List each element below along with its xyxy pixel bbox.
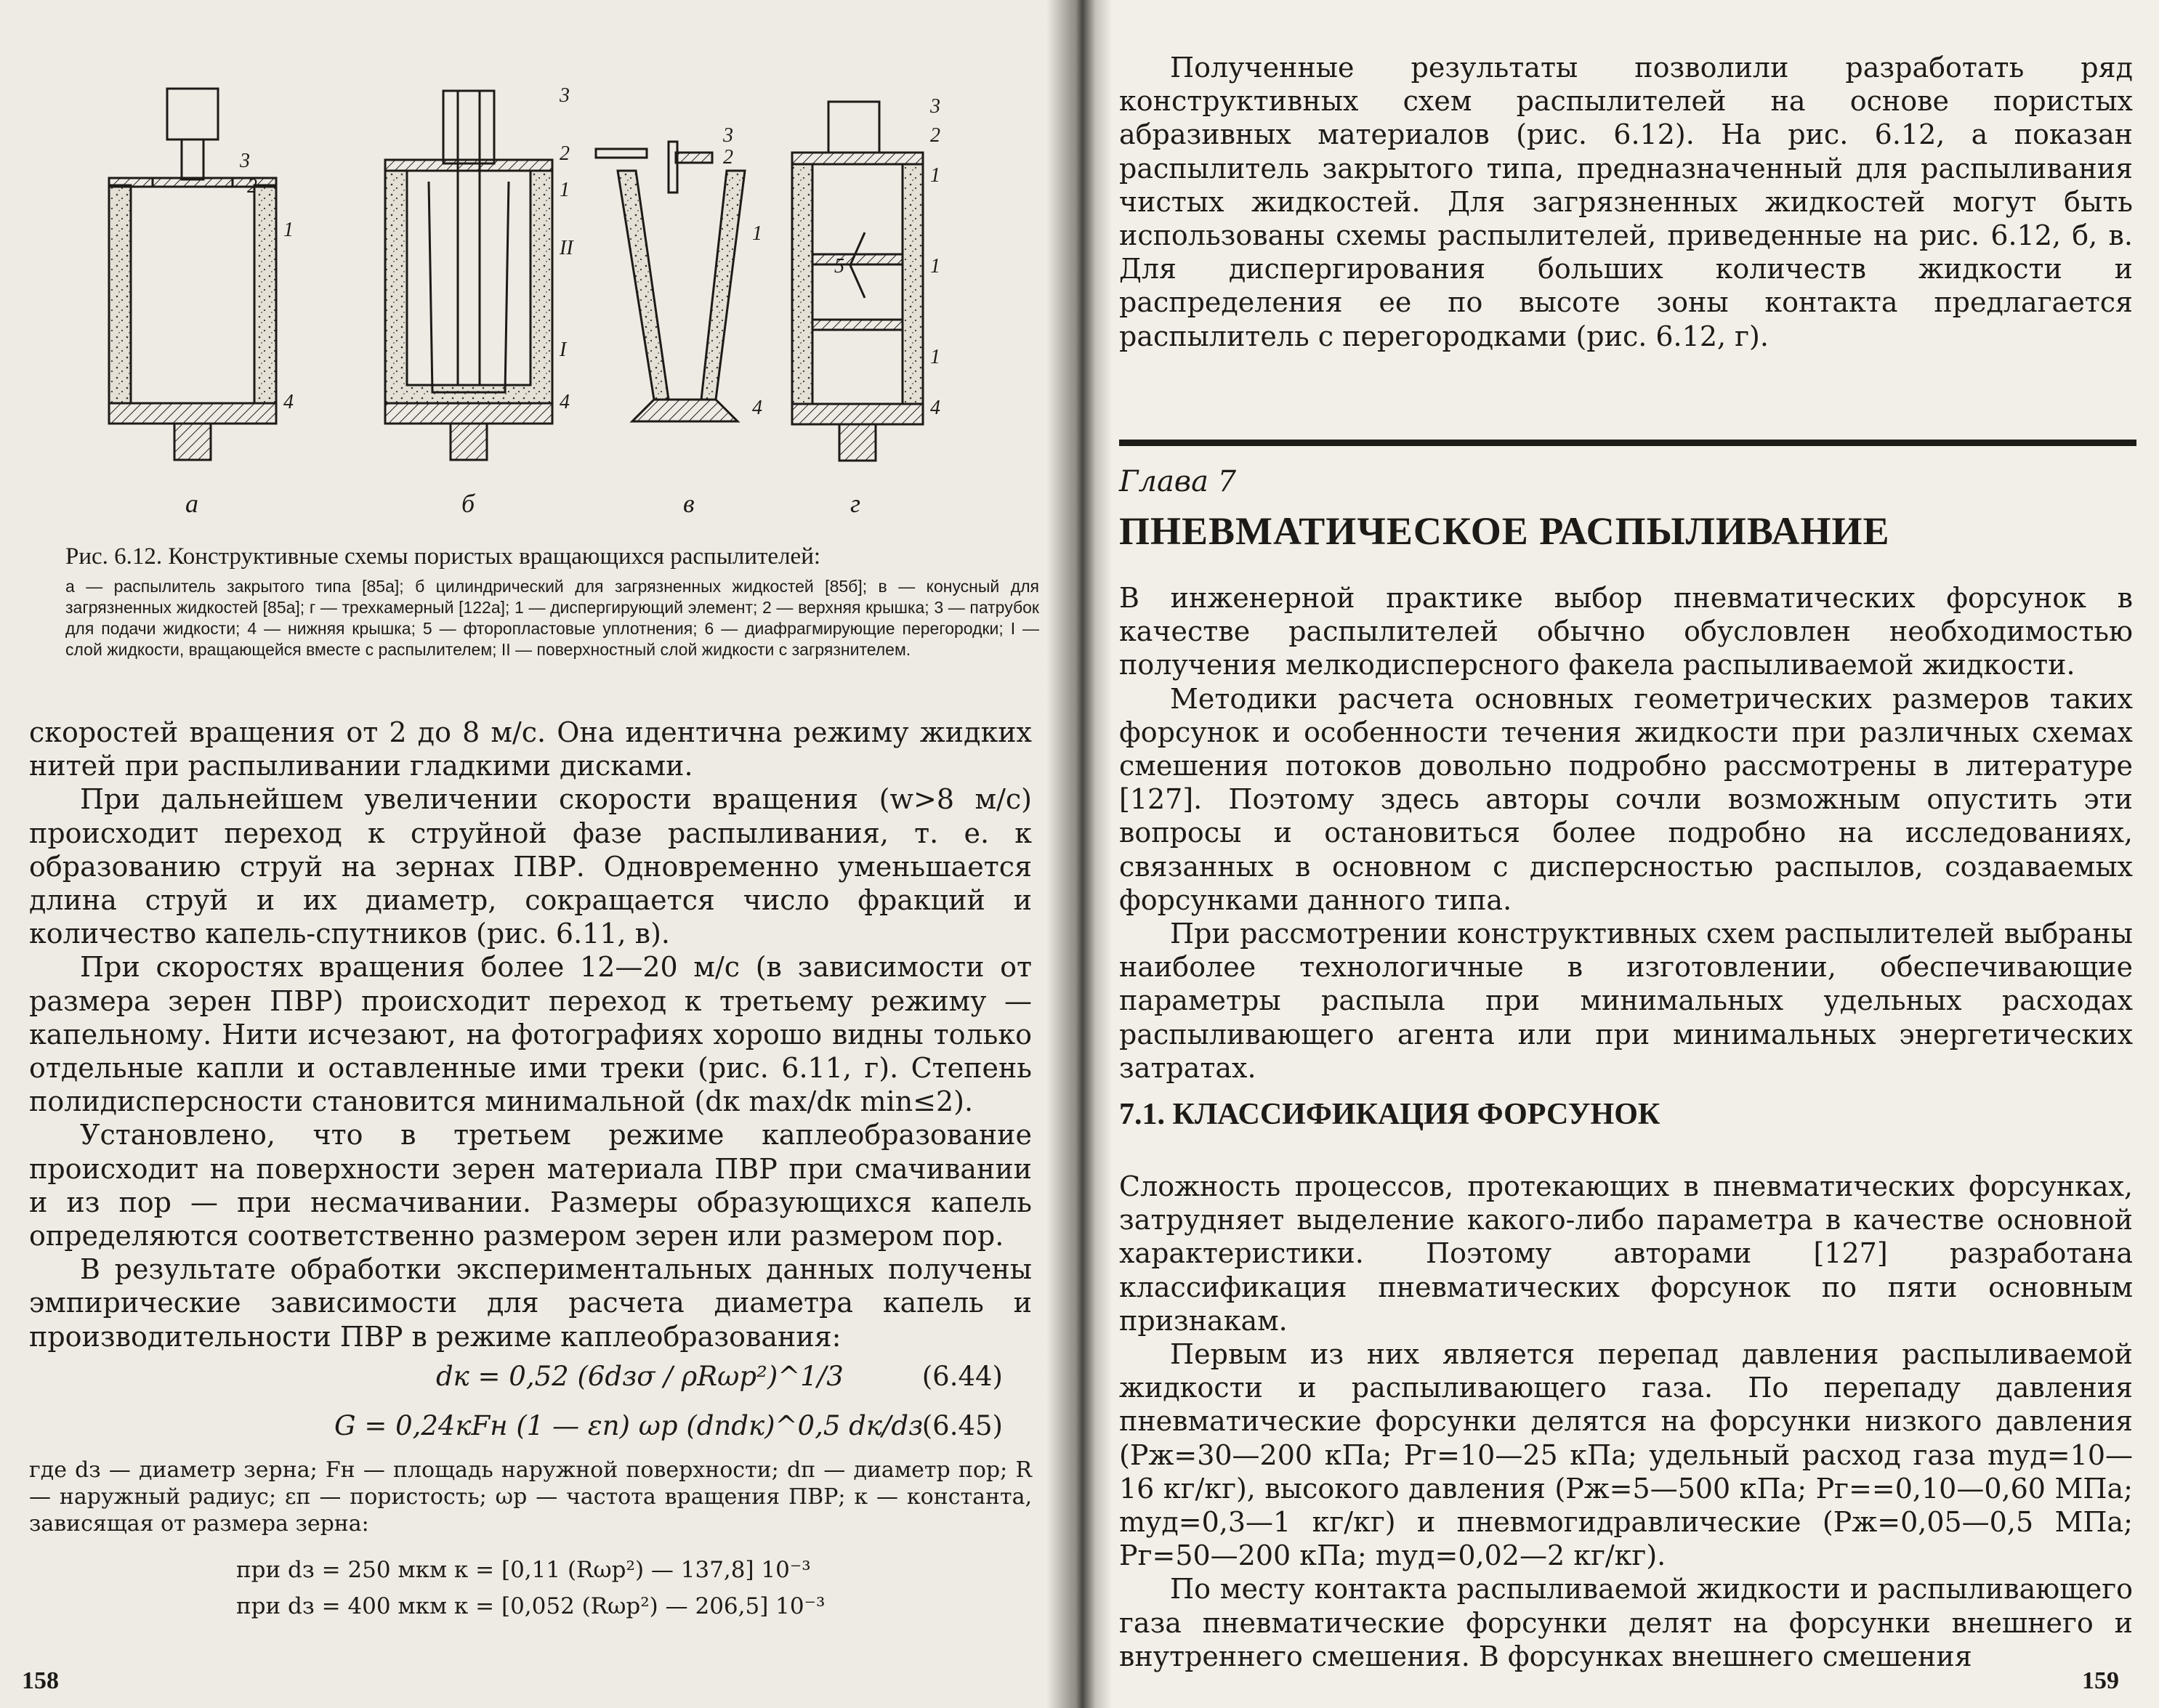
left-paragraph: скоростей вращения от 2 до 8 м/с. Она идентична режиму жидких нитей при распыливании гладкими дисками. <box>29 716 1032 782</box>
callout-b3: 3 <box>560 84 570 107</box>
figure-6-12 <box>94 80 1061 530</box>
section-body <box>1119 1170 2133 1673</box>
diagram-b <box>385 91 552 460</box>
equation-number: (6.44) <box>921 1360 1003 1392</box>
left-page <box>0 0 1072 1708</box>
section-title: 7.1. КЛАССИФИКАЦИЯ ФОРСУНОК <box>1119 1098 1660 1131</box>
figure-caption <box>65 541 1039 660</box>
panel-label-a: а <box>185 489 198 518</box>
left-paragraph: В результате обработки экспериментальных данных получены эмпирические зависимости для расчета диаметра капель и производительности ПВР в режиме каплеобразования: <box>29 1253 1032 1353</box>
callout-c2: 2 <box>723 146 733 169</box>
callout-a1: 1 <box>283 219 294 241</box>
callout-d1b: 1 <box>930 255 940 278</box>
diagram-a <box>109 89 276 460</box>
constant-cases <box>236 1552 1032 1624</box>
case-400: при dз = 400 мкм к = [0,052 (Rωр²) — 206,5] 10⁻³ <box>236 1592 826 1619</box>
callout-d1c: 1 <box>930 346 940 368</box>
callout-c3: 3 <box>723 124 733 147</box>
panel-label-d: г <box>850 489 861 518</box>
callout-d2: 2 <box>930 124 940 147</box>
right-paragraph: В инженерной практике выбор пневматических форсунок в качестве распылителей обычно обусловлен необходимостью получения мелкодисперсного факела распыливаемой жидкости. <box>1119 582 2133 681</box>
chapter-intro <box>1119 581 2133 1085</box>
equation-6-44 <box>29 1353 1032 1403</box>
caption-legend: а — распылитель закрытого типа [85а]; б цилиндрический для загрязненных жидкостей [85б]; в — конусный для загрязненных жидкостей [85а]; г — трехкамерный [122а]; 1 — диспергирующий элемент; 2 — верхняя крышка; 3 — патрубок для подачи жидкости; 4 — нижняя крышка; 5 — фторопластовые уплотнения; 6 — диафрагмирующие перегородки; I — слой жидкости, вращающейся вместе с распылителем; II — поверхностный слой жидкости с загрязнителем. <box>65 577 1039 659</box>
right-paragraph: По месту контакта распыливаемой жидкости и распыливающего газа пневматические форсунки делят на форсунки внешнего и внутреннего смешения. В форсунках внешнего смешения <box>1119 1573 2133 1672</box>
atomizer-diagrams <box>94 80 1061 530</box>
right-paragraph: Сложность процессов, протекающих в пневматических форсунках, затрудняет выделение какого-либо параметра в качестве основной характеристики. Поэтому авторами [127] разработана классификация пневматических форсунок по пяти основным признакам. <box>1119 1170 2133 1337</box>
callout-a2: 2 <box>247 175 257 198</box>
right-paragraph: Методики расчета основных геометрических размеров таких форсунок и особенности течения жидкости при различных схемах смешения потоков довольно подробно рассмотрены в литературе [127]. Поэтому здесь авторы сочли возможным опустить эти вопросы и остановиться более подробно на исследованиях, связанных в основном с дисперсностью распылов, создаваемых форсунками данного типа. <box>1119 682 2133 916</box>
callout-d5: 5 <box>834 255 844 278</box>
chapter-divider <box>1119 440 2136 446</box>
book-gutter-shadow <box>1046 0 1112 1708</box>
page-number-right: 159 <box>2082 1667 2119 1694</box>
callout-b4: 4 <box>560 391 570 413</box>
chapter-label: Глава 7 <box>1119 465 1237 498</box>
callout-a3: 3 <box>240 150 250 172</box>
right-paragraph: При рассмотрении конструктивных схем распылителей выбраны наиболее технологичные в изготовлении, обеспечивающие параметры распыла при минимальных удельных расходах распыливающего агента или при минимальных энергетических затратах. <box>1119 918 2133 1084</box>
callout-bII: II <box>560 237 573 259</box>
variable-definitions: где dз — диаметр зерна; Fн — площадь наружной поверхности; dп — диаметр пор; R — наружный радиус; εп — пористость; ωр — частота вращения ПВР; к — константа, зависящая от размера зерна: <box>29 1457 1032 1537</box>
equation-expression: G = 0,24кFн (1 — εп) ωр (dпdк)^0,5 dк/dз <box>334 1409 924 1441</box>
diagram-d <box>792 102 923 461</box>
case-250: при dз = 250 мкм к = [0,11 (Rωр²) — 137,8] 10⁻³ <box>236 1556 811 1583</box>
right-paragraph: Первым из них является перепад давления распыливаемой жидкости и распыливающего газа. По перепаду давления пневматические форсунки делятся на форсунки низкого давления (Pж=30—200 кПа; Pг=10—25 кПа; удельный расход газа mуд=10—16 кг/кг), высокого давления (Pж=5—500 кПа; Pг==0,10—0,60 МПа; mуд=0,3—1 кг/кг) и пневмогидравлические (Pж=0,05—0,5 МПа; Pг=50—200 кПа; mуд=0,02—2 кг/кг). <box>1119 1338 2133 1572</box>
left-body <box>29 716 1032 1624</box>
callout-b2: 2 <box>560 142 570 165</box>
left-paragraph: Установлено, что в третьем режиме каплеобразование происходит на поверхности зерен материала ПВР при смачивании и из пор — при несмачивании. Размеры образующихся капель определяются соответственно размером зерен или размером пор. <box>29 1119 1032 1252</box>
callout-b1: 1 <box>560 179 570 201</box>
callout-d3: 3 <box>930 95 940 118</box>
callout-c1: 1 <box>752 222 762 245</box>
panel-label-c: в <box>683 489 695 518</box>
right-intro <box>1119 51 2133 353</box>
page-number-left: 158 <box>22 1667 59 1694</box>
callout-a4: 4 <box>283 391 294 413</box>
callout-bI: I <box>560 339 567 361</box>
chapter-title: ПНЕВМАТИЧЕСКОЕ РАСПЫЛИВАНИЕ <box>1119 509 1890 553</box>
callout-c4: 4 <box>752 397 762 419</box>
right-page <box>1072 0 2159 1708</box>
left-paragraph: При скоростях вращения более 12—20 м/с (в зависимости от размера зерен ПВР) происходит переход к третьему режиму — капельному. Нити исчезают, на фотографиях хорошо видны только отдельные капли и оставленные ими треки (рис. 6.11, г). Степень полидисперсности становится минимальной (dк max/dк min≤2). <box>29 951 1032 1118</box>
equation-6-45 <box>29 1403 1032 1449</box>
panel-label-b: б <box>461 489 475 518</box>
diagram-c <box>596 142 745 421</box>
caption-title: Рис. 6.12. Конструктивные схемы пористых вращающихся распылителей: <box>65 543 821 570</box>
callout-d4: 4 <box>930 397 940 419</box>
equation-expression: dк = 0,52 (6dзσ / ρRωр²)^1/3 <box>436 1360 844 1392</box>
right-paragraph: Полученные результаты позволили разработать ряд конструктивных схем распылителей на основе пористых абразивных материалов (рис. 6.12). На рис. 6.12, а показан распылитель закрытого типа, предназначенный для распыливания чистых жидкостей. Для загрязненных жидкостей могут быть использованы схемы распылителей, приведенные на рис. 6.12, б, в. Для диспергирования больших количеств жидкости и распределения ее по высоте зоны контакта предлагается распылитель с перегородками (рис. 6.12, г). <box>1119 52 2133 352</box>
left-paragraph: При дальнейшем увеличении скорости вращения (w>8 м/с) происходит переход к струйной фазе распыливания, т. е. к образованию струй на зернах ПВР. Одновременно уменьшается длина струй и их диаметр, сокращается число фракций и количество капель-спутников (рис. 6.11, в). <box>29 783 1032 950</box>
callout-d1: 1 <box>930 164 940 187</box>
equation-number: (6.45) <box>921 1409 1003 1441</box>
